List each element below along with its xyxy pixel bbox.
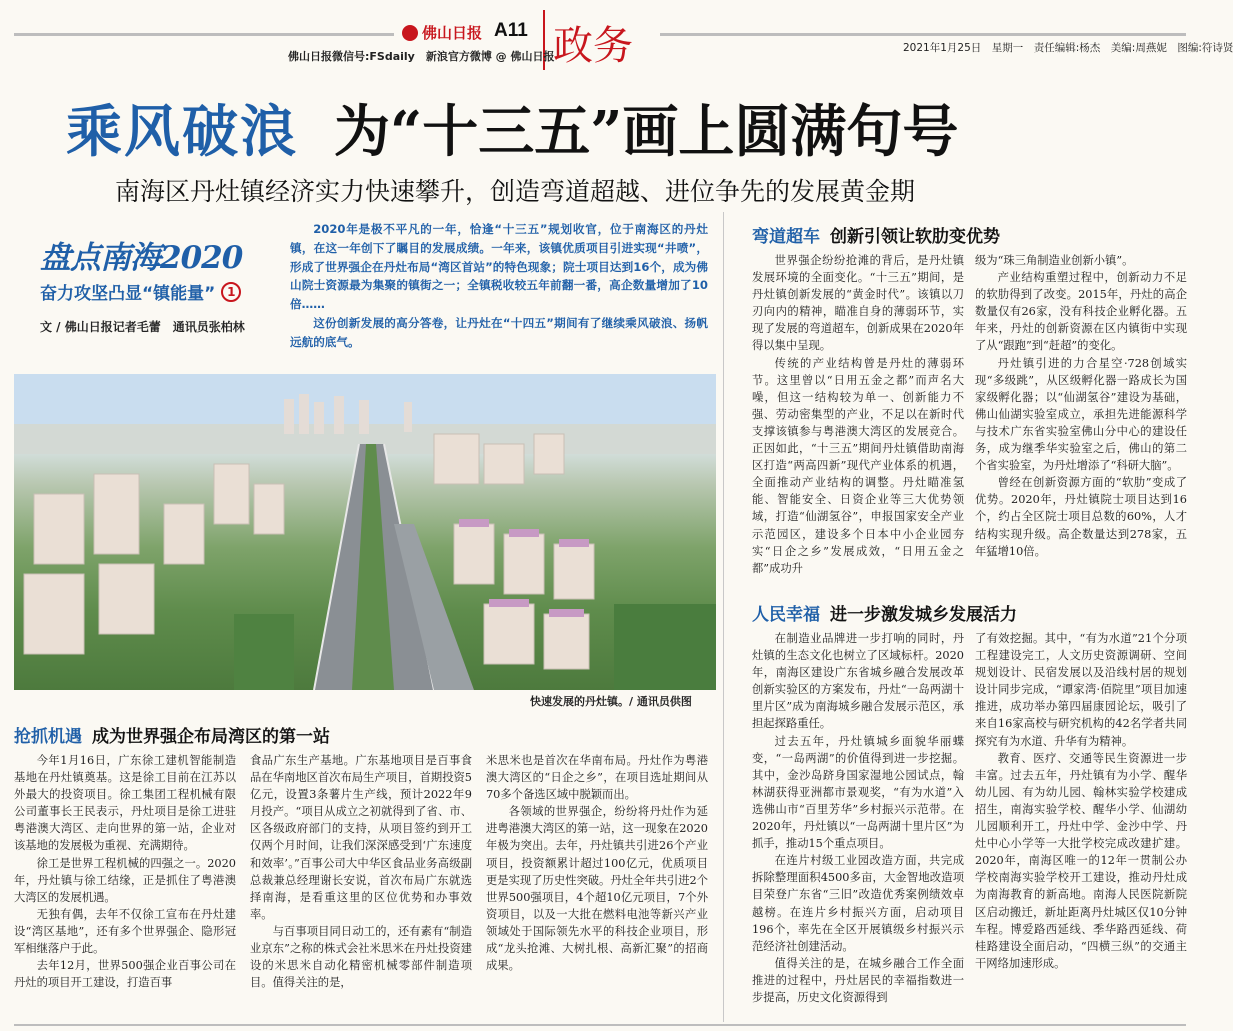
section-name: 政务 [553,23,633,69]
headline [66,88,958,168]
section1-col1 [14,752,236,991]
section3-col2-p1: 了有效挖掘。其中，“有为水道”21个分项工程建设完工，人文历史资源调研、空间规划设计、民宿发展以及沿线村居的规划设计同步完成，“谭家湾·佰院里”项目加速推进，成功举办第四届康园论坛，吸引了来自16家高校与研究机构的42名学者共同探究有为水道、升华有为精神。 [975,632,1187,748]
section3-col1-p3: 在连片村级工业园改造方面，共完成拆除整理面积4500多亩，大金智地改造项目荣登广东省“三旧”改造优秀案例绩效卓越榜。在连片乡村振兴方面，启动项目196个，率先在全区开展镇级乡村振兴示范经济社创建活动。 [752,854,964,953]
section3-col2 [975,630,1187,972]
section2-tag: 弯道超车 [752,227,820,247]
section3-col1-p1: 在制造业品牌进一步打响的同时，丹灶镇的生态文化也树立了区域标杆。2020年，南海区建设广东省城乡融合发展改革创新实验区的方案发布，丹灶“一岛两湖十里片区”成为南海城乡融合发展示范区，承担起探路重任。 [752,632,964,731]
section2-col1-p1: 世界强企纷纷抢滩的背后，是丹灶镇发展环境的全面变化。“十三五”期间，是丹灶镇创新发展的“黄金时代”。该镇以刀刃向内的精神，瞄准自身的薄弱环节，实现了发展的弯道超车，创新成果在2020年得以集中呈现。 [752,254,964,353]
badge-subtitle: 奋力攻坚凸显“镇能量” [40,284,216,304]
section2-title: 创新引领让软肋变优势 [830,227,1000,247]
date-editors: 2021年1月25日 星期一 责任编辑:杨杰 美编:周燕妮 图编:符诗贤 [903,42,1233,54]
series-badge [40,232,280,304]
section1-col1-p1: 今年1月16日，广东徐工建机智能制造基地在丹灶镇奠基。这是徐工目前在江苏以外最大的投资项目。徐工集团工程机械有限公司董事长王民表示，丹灶项目是徐工进驻粤港澳大湾区、走向世界的第一站，企业对该基地的发展极为重视、充满期待。 [14,754,236,853]
section3-col1-p2: 过去五年，丹灶镇城乡面貌华丽蝶变，“一岛两湖”的价值得到进一步挖掘。其中，金沙岛跻身国家湿地公园试点，翰林湖获得亚洲都市景观奖，“有为水道”入选佛山市“百里芳华”乡村振兴示范带。在2020年，丹灶镇以“一岛两湖十里片区”为抓手，推动15个重点项目。 [752,734,964,851]
section2-col2-p3: 丹灶镇引进的力合星空·728创域实现“多级跳”，从区级孵化器一路成长为国家级孵化器；以“仙湖氢谷”建设为基础，佛山仙湖实验室成立，承担先进能源科学与技术广东省实验室佛山分中心的建设任务，成为继季华实验室之后，佛山的第二个省实验室，为丹灶增添了“科研大脑”。 [975,356,1187,473]
section1-col3-p1: 米思米也是首次在华南布局。丹灶作为粤港澳大湾区的“日企之乡”，在项目选址期间从70多个备选区域中脱颖而出。 [486,754,708,802]
section2-col1 [752,252,964,577]
section2-col2-p4: 曾经在创新资源方面的“软肋”变成了优势。2020年，丹灶镇院士项目达到16个，约占全区院士项目总数的60%，人才结构实现升级。高企数量达到278家，五年猛增10倍。 [975,476,1187,558]
section3-header [752,600,1017,625]
social-accounts: 佛山日报微信号:FSdaily 新浪官方微博 @ 佛山日报 [288,50,555,63]
headline-part1: 乘风破浪 [66,99,298,165]
section1-col3 [486,752,708,974]
section2-col2 [975,252,1187,560]
section3-col1 [752,630,964,1006]
section1-col1-p3: 无独有偶，去年不仅徐工宣布在丹灶建设“湾区基地”，还有多个世界强企、隐形冠军相继落户于此。 [14,907,236,956]
masthead-rule-right [660,33,1186,36]
section2-header [752,222,1000,247]
section1-col3-p2: 各领域的世界强企，纷纷将丹灶作为延进粤港澳大湾区的第一站，这一现象在2020年极为突出。去年，丹灶镇共引进26个产业项目，投资额累计超过100亿元，优质项目更是实现了历史性突破。丹灶全年共引进2个世界500强项目，4个超10亿元项目，7个外资项目，以及一大批在燃料电池等新兴产业领域处于国际领先水平的科技企业项目，形成“龙头抢滩、大树扎根、高新汇聚”的招商成果。 [486,805,708,973]
lead-p2: 这份创新发展的高分答卷，让丹灶在“十四五”期间有了继续乘风破浪、扬帆远航的底气。 [290,315,708,349]
bottom-rule [14,1024,1186,1026]
lead-p1: 2020年是极不平凡的一年，恰逢“十三五”规划收官，位于南海区的丹灶镇，在这一年创下了瞩目的发展成绩。一年来，该镇优质项目引进实现“井喷”，形成了世界强企在丹灶布局“湾区首站”的特色现象；院士项目达到16个，成为佛山院士资源最为集聚的镇街之一；全镇税收较五年前翻一番，高企数量增加了10倍…… [290,222,708,312]
aerial-photo-illustration [14,374,716,690]
section2-col2-p2: 产业结构重塑过程中，创新动力不足的软肋得到了改变。2015年，丹灶的高企数量仅有26家，没有科技企业孵化器。五年来，丹灶的创新资源在区内镇街中实现了从“跟跑”到“赶超”的变化。 [975,271,1187,353]
section3-col1-p4: 值得关注的是，在城乡融合工作全面推进的过程中，丹灶居民的幸福指数进一步提高，历史文化资源得到 [752,956,964,1004]
section1-header [14,722,330,747]
section3-tag: 人民幸福 [752,605,820,625]
masthead-rule-left [14,33,394,36]
byline: 文 / 佛山日报记者毛蕾 通讯员张柏林 [40,320,245,334]
page-number: A11 [494,20,528,41]
headline-part2: 为“十三五”画上圆满句号 [334,99,959,165]
section1-title: 成为世界强企布局湾区的第一站 [92,727,330,747]
section1-col2 [250,752,472,991]
section2-col1-p2: 传统的产业结构曾是丹灶的薄弱环节。这里曾以“日用五金之都”而声名大噪，但这一结构较为单一、创新能力不强、劳动密集型的产业，不足以在新时代支撑该镇参与粤港澳大湾区的发展竞合。正因如此，“十三五”期间丹灶镇借助南海区打造“两高四新”现代产业体系的机遇，全面推动产业结构的调整。丹灶瞄准氢能、智能安全、日资企业等三大优势领域，打造“仙湖氢谷”，申报国家安全产业示范园区，建设多个日本中小企业园夯实“日企之乡”发展成效，“日用五金之都”成功升 [752,356,964,575]
newspaper-logo: 佛山日报 [402,22,482,43]
column-rule [723,212,724,1022]
section2-col2-p1: 级为“珠三角制造业创新小镇”。 [975,254,1134,267]
lead-paragraphs [290,220,708,352]
photo-caption: 快速发展的丹灶镇。/ 通讯员供图 [530,695,692,708]
section1-col2-p2: 与百事项目同日动工的，还有素有“制造业京东”之称的株式会社米思米在丹灶投资建设的米思米自动化精密机械零部件制造项目。值得关注的是， [250,924,472,990]
section3-col2-p2: 教育、医疗、交通等民生资源进一步丰富。过去五年，丹灶镇有为小学、醒华幼儿园、有为幼儿园、翰林实验学校建成招生，南海实验学校、醒华小学、仙湖幼儿园顺利开工，丹灶中学、金沙中学、丹灶中心小学等一大批学校完成改建扩建。2020年，南海区唯一的12年一贯制公办学校南海实验学校开工建设，推动丹灶成为南海教育的新高地。南海人民医院新院区启动搬迁，新址距离丹灶城区仅10分钟车程。博爱路西延线、季华路西延线、荷桂路建设全面启动，“四横三纵”的交通主干网络加速形成。 [975,751,1187,970]
section1-col1-p4: 去年12月，世界500强企业百事公司在丹灶的项目开工建设，打造百事 [14,959,236,990]
logo-mark-icon [402,25,418,41]
badge-title: 盘点南海2020 [40,240,243,276]
section1-tag: 抢抓机遇 [14,727,82,747]
section3-title: 进一步激发城乡发展活力 [830,605,1017,625]
section1-col1-p2: 徐工是世界工程机械的四强之一。2020年，丹灶镇与徐工结缘，正是抓住了粤港澳大湾区的发展机遇。 [14,856,236,904]
town-aerial-photo [14,374,716,690]
badge-number: 1 [221,282,241,302]
subtitle: 南海区丹灶镇经济实力快速攀升，创造弯道超越、进位争先的发展黄金期 [115,177,916,206]
section1-col2-p1: 食品广东生产基地。广东基地项目是百事食品在华南地区首次布局生产项目，首期投资5亿元，设置3条薯片生产线，预计2022年9月投产。“项目从成立之初就得到了省、市、区各级政府部门的支持，从项目签约到开工仅两个月时间，让我们深深感受到‘广东速度和效率’。”百事公司大中华区食品业务高级副总裁兼总经理谢长安说，首次布局广东就选择南海，是看重这里的区位优势和办事效率。 [250,754,472,921]
